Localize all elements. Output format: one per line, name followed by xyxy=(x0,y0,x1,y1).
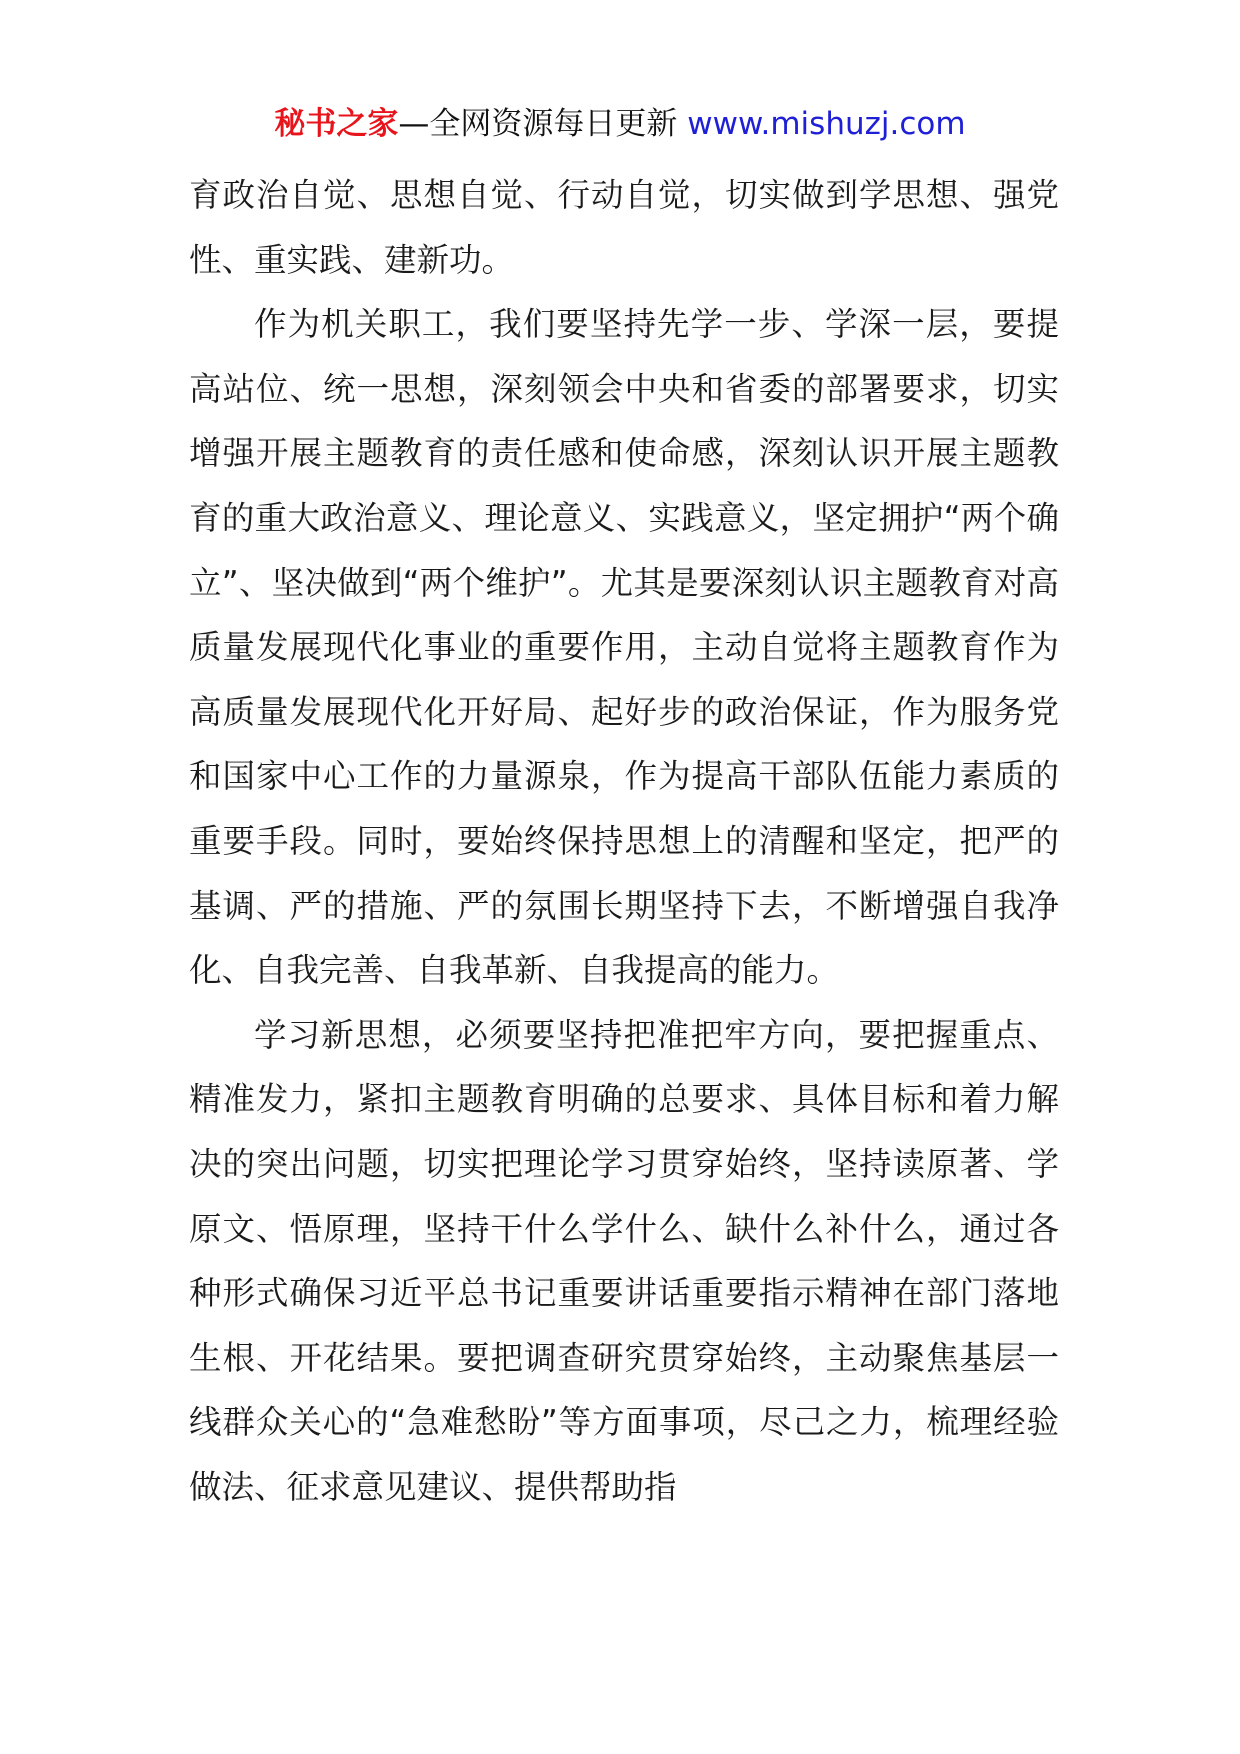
header-tagline: —全网资源每日更新 xyxy=(398,106,678,142)
website-link[interactable]: www.mishuzj.com xyxy=(687,106,966,142)
brand-name: 秘书之家 xyxy=(274,106,399,142)
paragraph-continuation: 育政治自觉、思想自觉、行动自觉，切实做到学思想、强党性、重实践、建新功。 xyxy=(189,176,1059,279)
paragraph: 学习新思想，必须要坚持把准把牢方向，要把握重点、精准发力，紧扣主题教育明确的总要求、具体目标和着力解决的突出问题，切实把理论学习贯穿始终，坚持读原著、学原文、悟原理，坚持干什么学什么、缺什么补什么，通过各种形式确保习近平总书记重要讲话重要指示精神在部门落地生根、开花结果。要把调查研究贯穿始终，主动聚焦基层一线群众关心的“急难愁盼”等方面事项，尽己之力，梳理经验做法、征求意见建议、提供帮助指 xyxy=(189,1015,1059,1506)
document-body xyxy=(189,163,1059,1519)
page-header xyxy=(0,104,1240,144)
paragraph: 作为机关职工，我们要坚持先学一步、学深一层，要提高站位、统一思想，深刻领会中央和省委的部署要求，切实增强开展主题教育的责任感和使命感，深刻认识开展主题教育的重大政治意义、理论意义、实践意义，坚定拥护“两个确立”、坚决做到“两个维护”。尤其是要深刻认识主题教育对高质量发展现代化事业的重要作用，主动自觉将主题教育作为高质量发展现代化开好局、起好步的政治保证，作为服务党和国家中心工作的力量源泉，作为提高干部队伍能力素质的重要手段。同时，要始终保持思想上的清醒和坚定，把严的基调、严的措施、严的氛围长期坚持下去，不断增强自我净化、自我完善、自我革新、自我提高的能力。 xyxy=(189,305,1059,990)
